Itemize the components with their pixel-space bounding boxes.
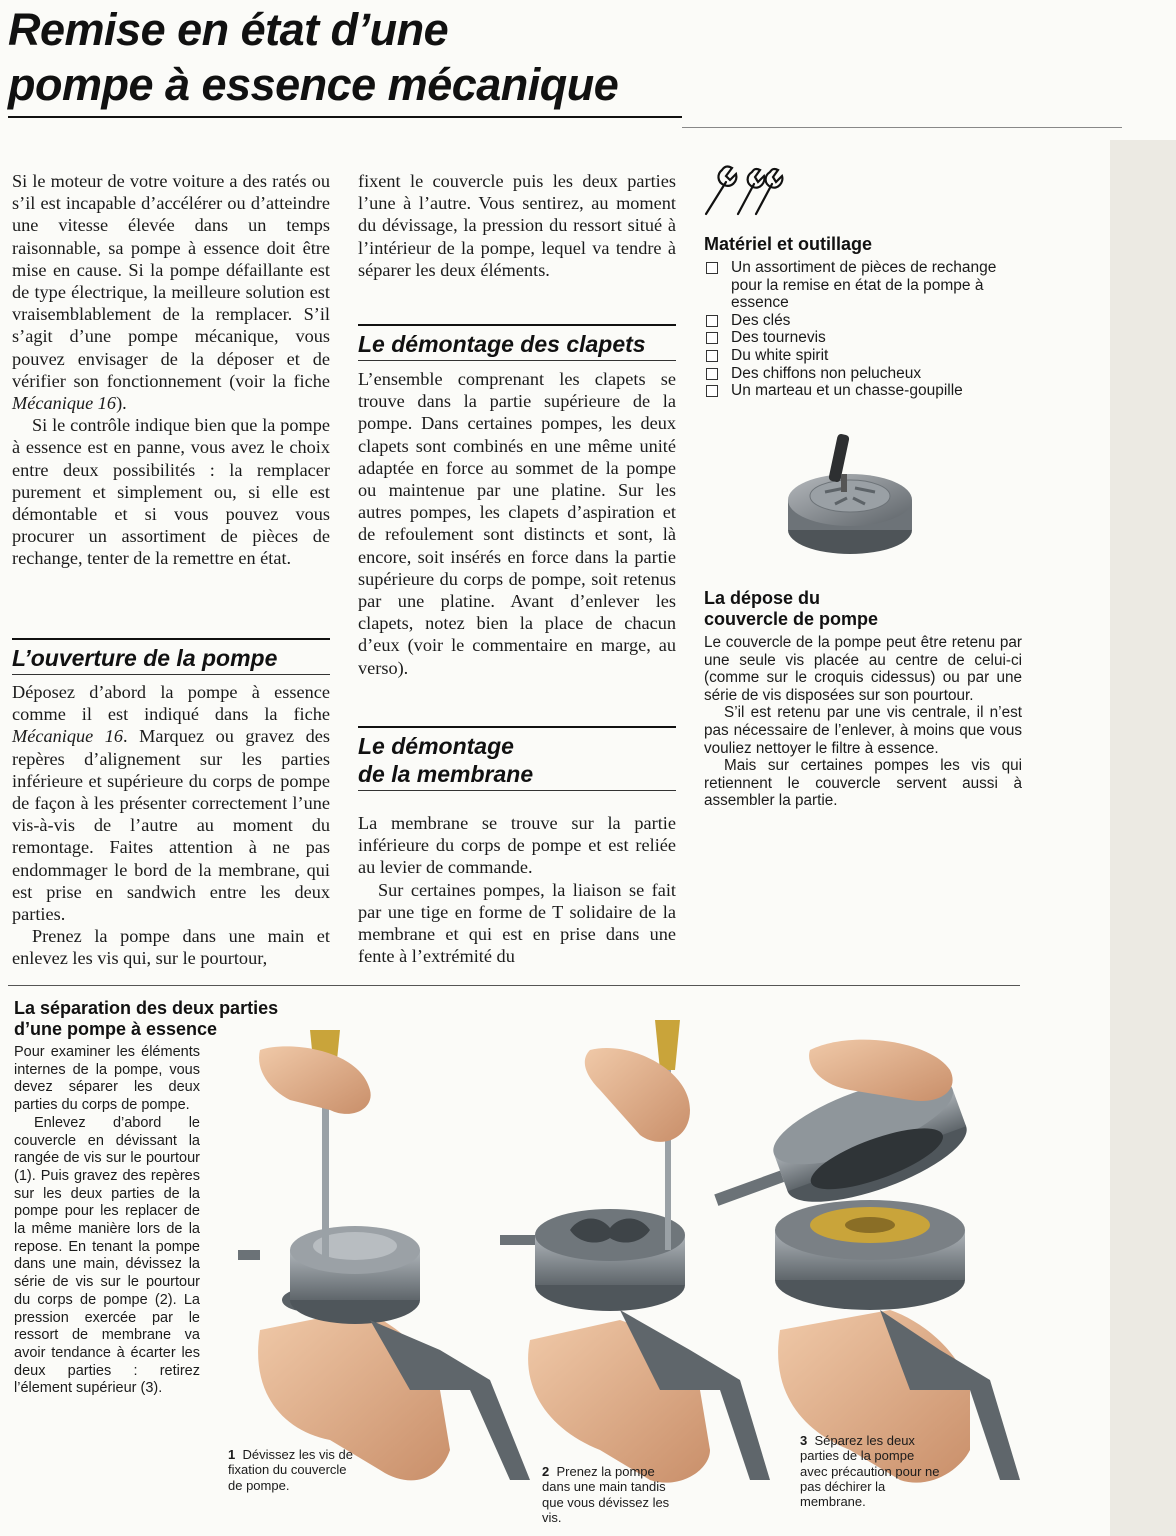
- column-2-section-3: [358, 812, 676, 967]
- step-1-illustration: [238, 1030, 530, 1480]
- col1-paragraph-3: Déposez d’abord la pompe à essence comme il est indiqué dans la fiche Mécanique 16. Marquez ou gravez des repères d’alignement sur les parties inférieure et supérieure du corps de pompe de façon à les présenter correctement l’une vis-à-vis de l’autre au moment du remontage. Faites attention à ne pas endommager le bord de la membrane, qui est prise en sandwich entre les deux parties.: [12, 682, 330, 925]
- sidebar-paragraph-1: Pour examiner les éléments internes de la pompe, vous devez séparer les deux parties du corps de pompe.: [14, 1044, 200, 1114]
- checklist-item[interactable]: Des chiffons non pelucheux: [706, 365, 1022, 383]
- title-line-1: Remise en état d’une: [8, 4, 449, 55]
- checklist-item[interactable]: Des clés: [706, 312, 1022, 330]
- checklist-item[interactable]: Un assortiment de pièces de rechange pour la remise en état de la pompe à essence: [706, 259, 1022, 312]
- checkbox[interactable]: [706, 385, 718, 397]
- checkbox[interactable]: [706, 332, 718, 344]
- title-rule-extension: [682, 127, 1122, 128]
- wrench-icon: [700, 160, 790, 220]
- col2-paragraph-3: La membrane se trouve sur la partie inférieure du corps de pompe et est reliée au levier de commande.: [358, 813, 676, 878]
- page-title: [8, 2, 708, 112]
- title-rule: [8, 116, 682, 118]
- checkbox[interactable]: [706, 350, 718, 362]
- section-divider: [8, 985, 1020, 986]
- sidebar-text: [14, 1044, 200, 1398]
- checklist-item[interactable]: Du white spirit: [706, 347, 1022, 365]
- pump-cover-illustration: [775, 430, 925, 565]
- checklist-item[interactable]: Des tournevis: [706, 329, 1022, 347]
- column-2-section-2: [358, 368, 676, 679]
- sidebar-heading: La séparation des deux parties d’une pompe à essence: [14, 998, 279, 1039]
- col1-paragraph-1: Si le moteur de votre voiture a des ratés ou s’il est incapable d’accélérer ou d’atteindre une vitesse élevée dans un temps raisonnable, sa pompe à essence doit être mise en cause. Si la pompe défaillante est de type électrique, la meilleure solution est vraisemblablement de la remplacer. S’il s’agit d’une pompe mécanique, vous pouvez envisager de la déposer et de vérifier son fonctionnement (voir la fiche Mécanique 16).: [12, 171, 330, 414]
- materiel-checklist: [706, 259, 1022, 400]
- col2-paragraph-1: fixent le couvercle puis les deux parties l’une à l’autre. Vous sentirez, au moment du dévissage, la pression du ressort situé à l’intérieur de la pompe, lequel va tendre à séparer les deux éléments.: [358, 171, 676, 280]
- column-3-body: [704, 634, 1022, 810]
- facing-page-edge: [1110, 140, 1176, 1536]
- caption-step-3: 3 Séparez les deux parties de la pompe avec précaution pour ne pas déchirer la membrane.: [800, 1433, 940, 1510]
- depose-heading: La dépose du couvercle de pompe: [704, 588, 879, 629]
- checkbox[interactable]: [706, 315, 718, 327]
- column-1-section-2: [12, 681, 330, 970]
- step-2-illustration: [500, 1020, 770, 1483]
- col3-paragraph-3: Mais sur certaines pompes les vis qui retiennent le couvercle servent aussi à assembler la partie.: [704, 757, 1022, 810]
- col1-paragraph-2: Si le contrôle indique bien que la pompe à essence est en panne, vous avez le choix entre deux possibilités : la remplacer purement et simplement ou, si elle est démontable et si vous pouvez vous procurer un assortiment de pièces de rechange, tenter de la remettre en état.: [12, 415, 330, 569]
- reference-link: Mécanique 16: [12, 726, 124, 747]
- checkbox[interactable]: [706, 262, 718, 274]
- column-2: [358, 170, 676, 281]
- caption-step-1: 1 Dévissez les vis de fixation du couvercle de pompe.: [228, 1447, 354, 1493]
- col1-paragraph-4: Prenez la pompe dans une main et enlevez les vis qui, sur le pourtour,: [12, 926, 330, 969]
- col2-paragraph-4: Sur certaines pompes, la liaison se fait par une tige en forme de T solidaire de la membrane et qui est en prise dans une fente à l’extrémité du: [358, 879, 676, 967]
- caption-step-2: 2 Prenez la pompe dans une main tandis que vous dévissez les vis.: [542, 1464, 670, 1525]
- reference-link: Mécanique 16: [12, 393, 117, 414]
- col2-paragraph-2: L’ensemble comprenant les clapets se trouve dans la partie supérieure de la pompe. Dans certaines pompes, les deux clapets sont combinés en une même unité adaptée en force au sommet de la pompe ou maintenue par une platine. Sur les autres pompes, les clapets d’aspiration et de refoulement sont distincts et sont, là encore, soit insérés en force dans la partie supérieure du corps de pompe, soit retenus par une platine. Avant d’enlever les clapets, notez bien la place de chacun d’eux (voir le commentaire en marge, au verso).: [358, 369, 676, 678]
- heading-membrane: Le démontage de la membrane: [358, 726, 676, 791]
- checkbox[interactable]: [706, 368, 718, 380]
- checklist-item[interactable]: Un marteau et un chasse-goupille: [706, 382, 1022, 400]
- sidebar-paragraph-2: Enlevez d’abord le couvercle en dévissant la rangée de vis sur le pourtour (1). Puis gravez des repères sur les deux parties de la pompe pour les replacer de la même manière lors de la repose. En tenant la pompe dans une main, dévissez la série de vis sur le pourtour du corps de pompe (2). La pression exercée par le ressort de membrane va avoir tendance à écarter les deux parties : retirez l’élement supérieur (3).: [14, 1114, 200, 1397]
- materiel-heading: Matériel et outillage: [704, 234, 873, 254]
- heading-ouverture: L’ouverture de la pompe: [12, 638, 330, 675]
- title-line-2: pompe à essence mécanique: [8, 59, 619, 110]
- heading-clapets: Le démontage des clapets: [358, 324, 676, 361]
- col3-paragraph-1: Le couvercle de la pompe peut être retenu par une seule vis placée au centre de celui-ci (comme sur le croquis cidessus) ou par une série de vis disposées sur son pourtour.: [704, 634, 1022, 704]
- column-1: [12, 170, 330, 570]
- col3-paragraph-2: S’il est retenu par une vis centrale, il n’est pas nécessaire de l’enlever, à moins que vous vouliez nettoyer le filtre à essence.: [704, 704, 1022, 757]
